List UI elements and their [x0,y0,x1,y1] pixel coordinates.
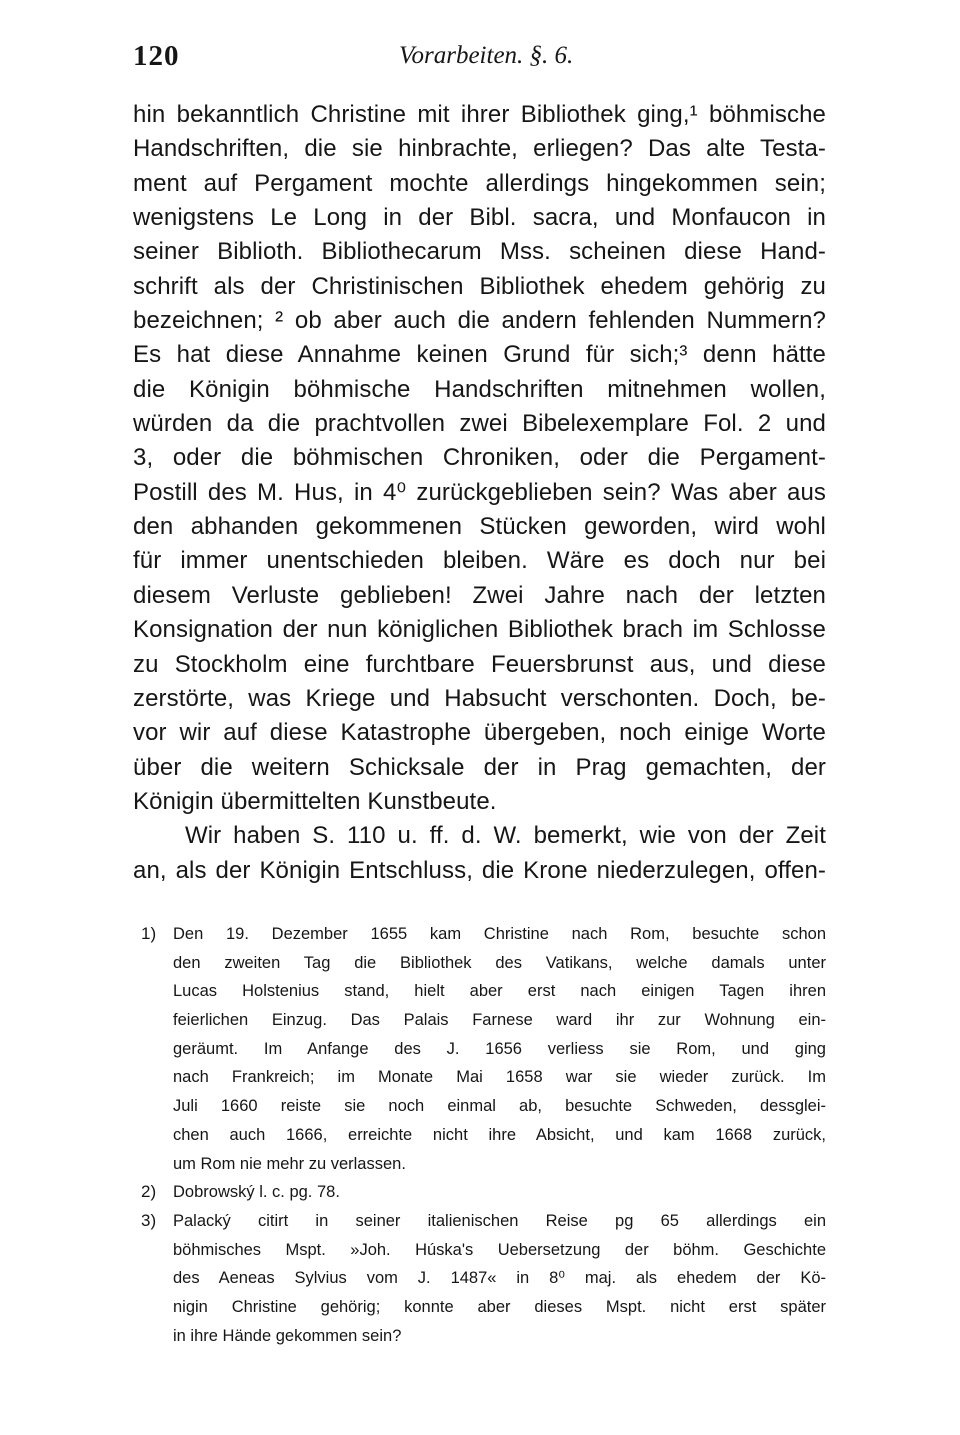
body-line: Konsignation der nun königlichen Bibliothek brach im Schlosse [133,616,826,644]
page-header [133,40,826,88]
body-line: Es hat diese Annahme keinen Grund für sich;³ denn hätte [133,341,826,369]
footnotes [133,920,826,1350]
body-line: an, als der Königin Entschluss, die Krone niederzulegen, offen- [133,856,826,884]
body-line: schrift als der Christinischen Bibliothek ehedem gehörig zu [133,272,826,300]
body-line: Handschriften, die sie hinbrachte, erliegen? Das alte Testa- [133,135,826,163]
footnote-text: Dobrowský l. c. pg. 78. [173,1183,340,1202]
body-line: vor wir auf diese Katastrophe übergeben, noch einige Worte [133,719,826,747]
footnote-line: böhmisches Mspt. »Joh. Húska's Uebersetzung der böhm. Geschichte [173,1240,826,1259]
footnote-line: chen auch 1666, erreichte nicht ihre Absicht, und kam 1668 zurück, [173,1125,826,1144]
body-line: Postill des M. Hus, in 4⁰ zurückgeblieben sein? Was aber aus [133,478,826,506]
footnote-line [133,920,826,949]
body-line: hin bekanntlich Christine mit ihrer Bibliothek ging,¹ böhmische [133,101,826,128]
footnote-line: geräumt. Im Anfange des J. 1656 verliess sie Rom, und ging [173,1039,826,1058]
footnote-line: nigin Christine gehörig; konnte aber dieses Mspt. nicht erst später [173,1297,826,1316]
footnote-text: Den 19. Dezember 1655 kam Christine nach Rom, besuchte schon [173,925,826,943]
body-line: würden da die prachtvollen zwei Bibelexemplare Fol. 2 und [133,410,826,438]
footnote-line: nach Frankreich; im Monate Mai 1658 war sie wieder zurück. Im [173,1068,826,1087]
footnote-text: Palacký citirt in seiner italienischen Reise pg 65 allerdings ein [173,1211,826,1230]
footnote-marker: 3) [141,1210,157,1230]
running-head: Vorarbeiten. §. 6. [399,42,574,69]
footnote-line [133,1178,826,1207]
footnote-marker: 1) [141,924,157,943]
body-line-paragraph-end: Königin übermittelten Kunstbeute. [133,787,497,815]
footnote-line: in ihre Hände gekommen sein? [173,1326,402,1345]
footnote-line: Juli 1660 reiste sie noch einmal ab, besuchte Schweden, dessglei- [173,1097,826,1116]
body-line: 3, oder die böhmischen Chroniken, oder die Pergament- [133,444,826,472]
body-line: zerstörte, was Kriege und Habsucht verschonten. Doch, be- [133,684,826,712]
body-line: zu Stockholm eine furchtbare Feuersbrunst aus, und diese [133,650,826,678]
footnote-line: des Aeneas Sylvius vom J. 1487« in 8⁰ maj. als ehedem der Kö- [173,1269,826,1288]
body-line: ment auf Pergament mochte allerdings hingekommen sein; [133,169,826,197]
footnote-line: um Rom nie mehr zu verlassen. [173,1154,406,1173]
footnote-line: feierlichen Einzug. Das Palais Farnese ward ihr zur Wohnung ein- [173,1011,826,1030]
body-text [133,98,826,888]
body-line: bezeichnen; ² ob aber auch die andern fehlenden Nummern? [133,307,826,335]
footnote-line: Lucas Holstenius stand, hielt aber erst nach einigen Tagen ihren [173,982,826,1001]
body-line: wenigstens Le Long in der Bibl. sacra, und Monfaucon in [133,204,826,232]
body-line: für immer unentschieden bleiben. Wäre es doch nur bei [133,547,826,575]
footnote-line [133,1207,826,1236]
body-line: diesem Verluste geblieben! Zwei Jahre nach der letzten [133,581,826,609]
body-line: seiner Biblioth. Bibliothecarum Mss. scheinen diese Hand- [133,238,826,266]
body-line: die Königin böhmische Handschriften mitnehmen wollen, [133,375,826,403]
footnote-marker: 2) [141,1182,157,1202]
body-line-paragraph-start: Wir haben S. 110 u. ff. d. W. bemerkt, wie von der Zeit [185,822,826,850]
body-line: über die weitern Schicksale der in Prag gemachten, der [133,753,826,781]
page-number: 120 [133,40,180,72]
footnote-line: den zweiten Tag die Bibliothek des Vatikans, welche damals unter [173,953,826,972]
body-line: den abhanden gekommenen Stücken geworden, wird wohl [133,513,826,541]
